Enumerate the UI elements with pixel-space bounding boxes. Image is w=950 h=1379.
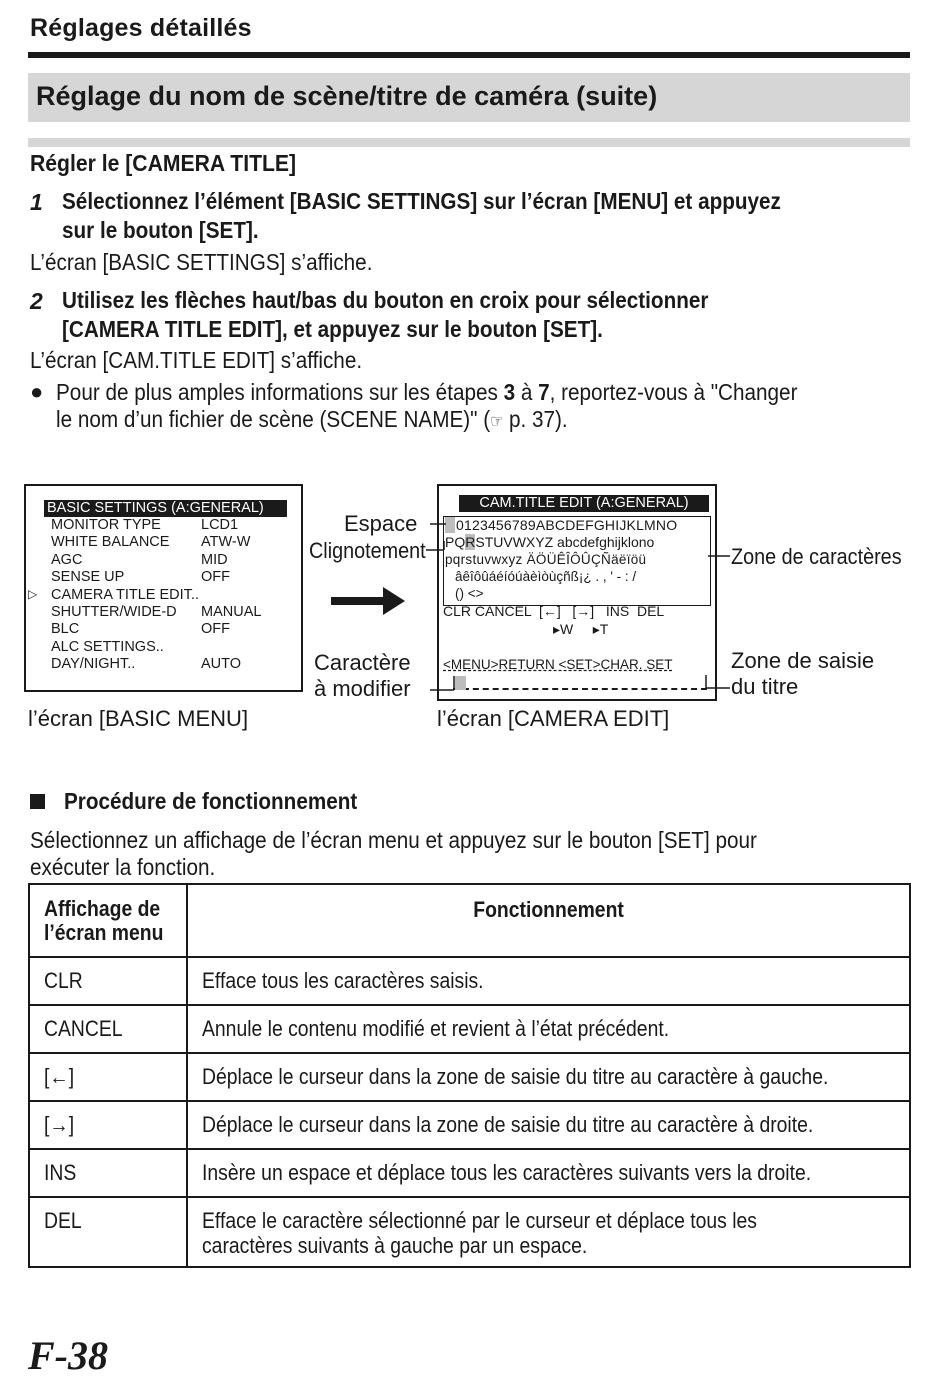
label-blinking: Clignotement <box>309 538 426 563</box>
table-cell-operation: Annule le contenu modifié et revient à l’état précédent. <box>187 1005 910 1053</box>
basic-screen-title: BASIC SETTINGS (A:GENERAL) <box>44 500 287 517</box>
basic-settings-value: MID <box>201 551 228 568</box>
operations-table <box>28 883 911 1268</box>
basic-settings-label: SENSE UP <box>51 569 125 586</box>
table-row <box>29 1053 910 1101</box>
section-header: Réglages détaillés <box>30 14 252 42</box>
procedure-intro: Sélectionnez un affichage de l’écran menu et appuyez sur le bouton [SET] pour exécuter la fonction. <box>30 827 757 880</box>
table-cell-operation: Efface le caractère sélectionné par le curseur et déplace tous les caractères suivants à gauche par un espace. <box>187 1197 910 1267</box>
table-cell-operation: Déplace le curseur dans la zone de saisie du titre au caractère à droite. <box>187 1101 910 1149</box>
step-1-text: Sélectionnez l’élément [BASIC SETTINGS] sur l’écran [MENU] et appuyez sur le bouton [SET]. <box>62 188 781 243</box>
step-2-text: Utilisez les flèches haut/bas du bouton en croix pour sélectionner [CAMERA TITLE EDIT], et appuyez sur le bouton [SET]. <box>62 287 709 342</box>
bullet-text: Pour de plus amples informations sur les étapes 3 à 7, reportez-vous à "Changer le nom d’un fichier de scène (SCENE NAME)" (☞ p. 37). <box>56 379 798 432</box>
basic-settings-value: LCD1 <box>201 517 239 533</box>
table-cell-operation: Insère un espace et déplace tous les caractères suivants vers la droite. <box>187 1149 910 1197</box>
edit-screen-footer: <MENU>RETURN <SET>CHAR. SET <box>443 657 673 672</box>
label-character-zone: Zone de caractères <box>731 544 902 569</box>
table-row <box>29 1005 910 1053</box>
table-cell-display: [←] <box>29 1053 187 1101</box>
basic-settings-value: OFF <box>201 569 230 586</box>
basic-settings-label: MONITOR TYPE <box>51 517 161 533</box>
table-row <box>29 1197 910 1267</box>
table-cell-display: INS <box>29 1149 187 1197</box>
table-header-operation: Fonctionnement <box>187 884 910 957</box>
basic-settings-value: OFF <box>201 621 230 638</box>
basic-settings-label: SHUTTER/WIDE-D <box>51 603 177 620</box>
step-2-result: L’écran [CAM.TITLE EDIT] s’affiche. <box>30 347 363 373</box>
table-row <box>29 1101 910 1149</box>
command-row: CLR CANCEL [←] [→] INS DEL <box>443 603 665 619</box>
command-row-2: ▸W ▸T <box>553 621 609 637</box>
blinking-char: R <box>465 534 476 550</box>
menu-cursor-icon: ▷ <box>28 587 38 601</box>
basic-settings-label: AGC <box>51 551 83 568</box>
basic-settings-label: BLC <box>51 621 80 638</box>
edit-screen-title: CAM.TITLE EDIT (A:GENERAL) <box>459 495 709 512</box>
char-row-2: PQRSTUVWXYZ abcdefghijklono <box>445 534 655 550</box>
step-1-result: L’écran [BASIC SETTINGS] s’affiche. <box>30 249 373 275</box>
table-cell-display: [→] <box>29 1101 187 1149</box>
basic-settings-label: CAMERA TITLE EDIT.. <box>51 586 199 603</box>
char-row-1: 0123456789ABCDEFGHIJKLMNO <box>456 517 678 533</box>
table-cell-display: CANCEL <box>29 1005 187 1053</box>
reference-hand-icon: ☞ <box>490 411 504 431</box>
label-character-to-edit: Caractère à modifier <box>314 650 411 701</box>
basic-settings-value: ATW-W <box>201 534 251 551</box>
char-row-4: âêîôûáéíóúàèìòùçñß¡¿ . , ' - : / <box>455 569 637 584</box>
subhead-camera-title: Régler le [CAMERA TITLE] <box>30 150 297 176</box>
step-1-number: 1 <box>30 189 43 215</box>
basic-settings-value: AUTO <box>201 656 242 673</box>
edit-screen-caption: l’écran [CAMERA EDIT] <box>437 706 670 731</box>
basic-settings-value: MANUAL <box>201 603 262 620</box>
label-space: Espace <box>344 511 418 536</box>
table-cell-display: CLR <box>29 957 187 1005</box>
page-number: F-38 <box>28 1333 108 1378</box>
table-cell-display: DEL <box>29 1197 187 1267</box>
basic-screen-caption: l’écran [BASIC MENU] <box>28 706 249 731</box>
basic-settings-label: WHITE BALANCE <box>51 534 170 551</box>
char-row-3: pqrstuvwxyz ÄÖÜÊÎÔÛÇÑäëïöü <box>445 552 647 567</box>
char-row-5: () <> <box>455 586 484 601</box>
square-bullet-icon <box>30 794 45 809</box>
table-cell-operation: Déplace le curseur dans la zone de saisie du titre au caractère à gauche. <box>187 1053 910 1101</box>
basic-settings-label: ALC SETTINGS.. <box>51 638 164 655</box>
basic-settings-label: DAY/NIGHT.. <box>51 656 136 673</box>
procedure-heading: Procédure de fonctionnement <box>64 788 358 814</box>
step-2-number: 2 <box>30 288 43 314</box>
page-title: Réglage du nom de scène/titre de caméra (suite) <box>28 73 910 122</box>
label-title-input-zone: Zone de saisie du titre <box>731 648 875 699</box>
bullet-icon: ● <box>30 379 44 404</box>
table-header-row <box>29 884 910 957</box>
table-row <box>29 957 910 1005</box>
table-header-display: Affichage de l’écran menu <box>29 884 187 957</box>
table-row <box>29 1149 910 1197</box>
table-cell-operation: Efface tous les caractères saisis. <box>187 957 910 1005</box>
